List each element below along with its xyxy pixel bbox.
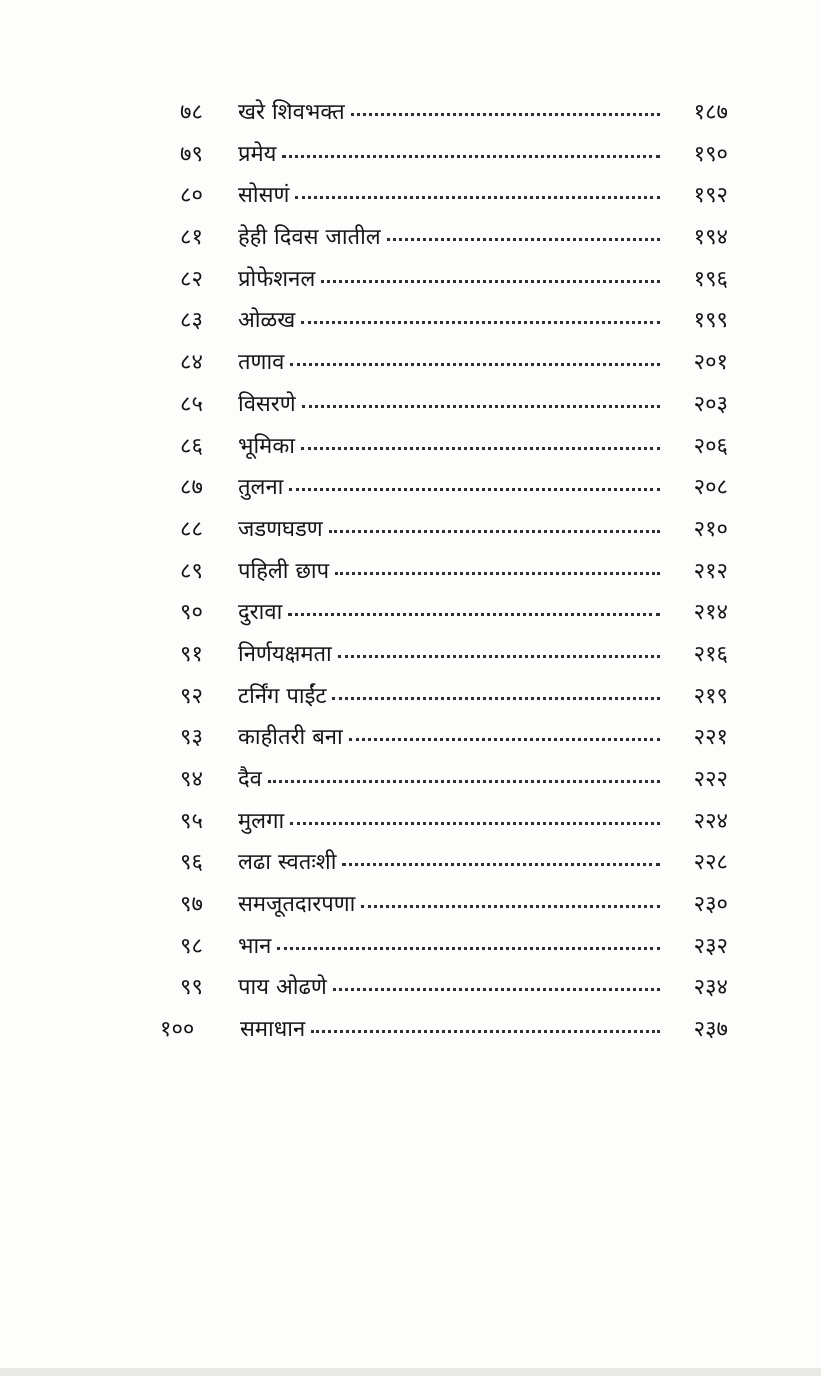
chapter-title: ओळख (238, 308, 296, 334)
page-number: २३७ (693, 1017, 728, 1043)
chapter-number: ९१ (180, 641, 203, 667)
dot-leader (342, 863, 660, 866)
dot-leader (333, 988, 660, 991)
page-number: २१२ (693, 558, 728, 584)
toc-entry (160, 592, 728, 634)
dot-leader (295, 196, 660, 199)
page-number: २३४ (693, 975, 728, 1001)
page-number: २०१ (693, 350, 728, 376)
dot-leader (290, 363, 660, 366)
chapter-number: ८३ (180, 308, 203, 334)
page-number: २३० (693, 892, 728, 918)
page-number: २२१ (693, 725, 728, 751)
dot-leader (302, 405, 660, 408)
page-edge-shadow (0, 1368, 821, 1376)
dot-leader (338, 655, 660, 658)
chapter-number: ८७ (180, 475, 203, 501)
page-number: २०८ (693, 475, 728, 501)
dot-leader (349, 738, 660, 741)
chapter-number: ७९ (180, 141, 203, 167)
toc-entry (160, 842, 728, 884)
dot-leader (351, 113, 660, 116)
chapter-title: विसरणे (238, 391, 296, 417)
page-number: १९२ (693, 183, 728, 209)
chapter-title: काहीतरी बना (238, 725, 343, 751)
chapter-number: ८४ (180, 350, 203, 376)
chapter-number: ९७ (180, 892, 203, 918)
chapter-number: ९८ (180, 933, 203, 959)
chapter-number: ९६ (180, 850, 203, 876)
chapter-title: पाय ओढणे (238, 975, 327, 1001)
toc-entry (160, 175, 728, 217)
dot-leader (335, 572, 660, 575)
chapter-title: तुलना (238, 475, 284, 501)
page-number: २०३ (693, 391, 728, 417)
dot-leader (301, 447, 660, 450)
page-number: १९४ (693, 225, 728, 251)
chapter-title: समजूतदारपणा (238, 892, 356, 918)
chapter-title: समाधान (240, 1017, 306, 1043)
dot-leader (332, 697, 660, 700)
dot-leader (289, 488, 660, 491)
chapter-title: प्रोफेशनल (238, 266, 316, 292)
page-number: २३२ (693, 933, 728, 959)
page-number: १८७ (693, 100, 728, 125)
toc-entry (160, 926, 728, 968)
chapter-title: निर्णयक्षमता (238, 641, 332, 667)
toc-entry (160, 92, 728, 134)
page-number: २२४ (693, 808, 728, 834)
dot-leader (311, 1030, 660, 1033)
chapter-number: ९२ (180, 683, 203, 709)
chapter-number: ९३ (180, 725, 203, 751)
page-number: १९६ (693, 266, 728, 292)
page-number: २०६ (693, 433, 728, 459)
toc-entry (160, 717, 728, 759)
dot-leader (268, 780, 660, 783)
chapter-number: ८६ (180, 433, 203, 459)
page-number: २१६ (693, 641, 728, 667)
chapter-number: ८२ (180, 266, 203, 292)
toc-entry (160, 467, 728, 509)
chapter-number: ८० (180, 183, 203, 209)
chapter-number: ९९ (180, 975, 203, 1001)
page-number: २२२ (693, 767, 728, 792)
chapter-title: भान (238, 933, 272, 959)
table-of-contents (160, 92, 728, 1051)
dot-leader (290, 822, 660, 825)
chapter-title: दुरावा (238, 600, 283, 626)
dot-leader (288, 613, 660, 616)
chapter-number: ९४ (180, 767, 203, 792)
dot-leader (282, 155, 660, 158)
dot-leader (277, 947, 660, 950)
toc-entry (160, 967, 728, 1009)
toc-entry (160, 676, 728, 718)
toc-entry (160, 217, 728, 259)
chapter-title: टर्निंग पाईंट (238, 683, 327, 709)
toc-entry (160, 384, 728, 426)
toc-entry (160, 509, 728, 551)
chapter-title: दैव (238, 767, 262, 792)
toc-entry (160, 426, 728, 468)
page-number: १९९ (693, 308, 728, 334)
toc-entry (160, 259, 728, 301)
toc-entry (160, 801, 728, 843)
chapter-title: भूमिका (238, 433, 295, 459)
page-number: २१९ (693, 683, 728, 709)
toc-entry (160, 300, 728, 342)
dot-leader (301, 321, 660, 324)
toc-entry (160, 342, 728, 384)
chapter-number: ८९ (180, 558, 203, 584)
chapter-title: प्रमेय (238, 141, 277, 167)
page-number: २१० (693, 516, 728, 542)
dot-leader (329, 530, 660, 533)
chapter-title: मुलगा (238, 808, 285, 834)
toc-entry (160, 759, 728, 801)
page-number: १९० (693, 141, 728, 167)
toc-entry (160, 551, 728, 593)
toc-entry (160, 884, 728, 926)
chapter-number: ८१ (180, 225, 203, 251)
chapter-number: ८८ (180, 516, 203, 542)
dot-leader (361, 905, 660, 908)
chapter-number: ९५ (180, 808, 203, 834)
toc-entry (160, 634, 728, 676)
dot-leader (321, 280, 660, 283)
page-number: २१४ (693, 600, 728, 626)
chapter-title: हेही दिवस जातील (238, 225, 381, 251)
chapter-title: जडणघडण (238, 516, 323, 542)
chapter-number: १०० (160, 1017, 195, 1043)
chapter-title: तणाव (238, 350, 285, 376)
toc-entry (160, 134, 728, 176)
chapter-number: ८५ (180, 391, 203, 417)
chapter-title: लढा स्वतःशी (238, 850, 337, 876)
chapter-number: ९० (180, 600, 203, 626)
page-number: २२८ (693, 850, 728, 876)
dot-leader (387, 238, 660, 241)
toc-entry (160, 1009, 728, 1051)
chapter-number: ७८ (180, 100, 203, 125)
chapter-title: पहिली छाप (238, 558, 330, 584)
chapter-title: सोसणं (238, 183, 290, 209)
chapter-title: खरे शिवभक्त (238, 100, 345, 125)
